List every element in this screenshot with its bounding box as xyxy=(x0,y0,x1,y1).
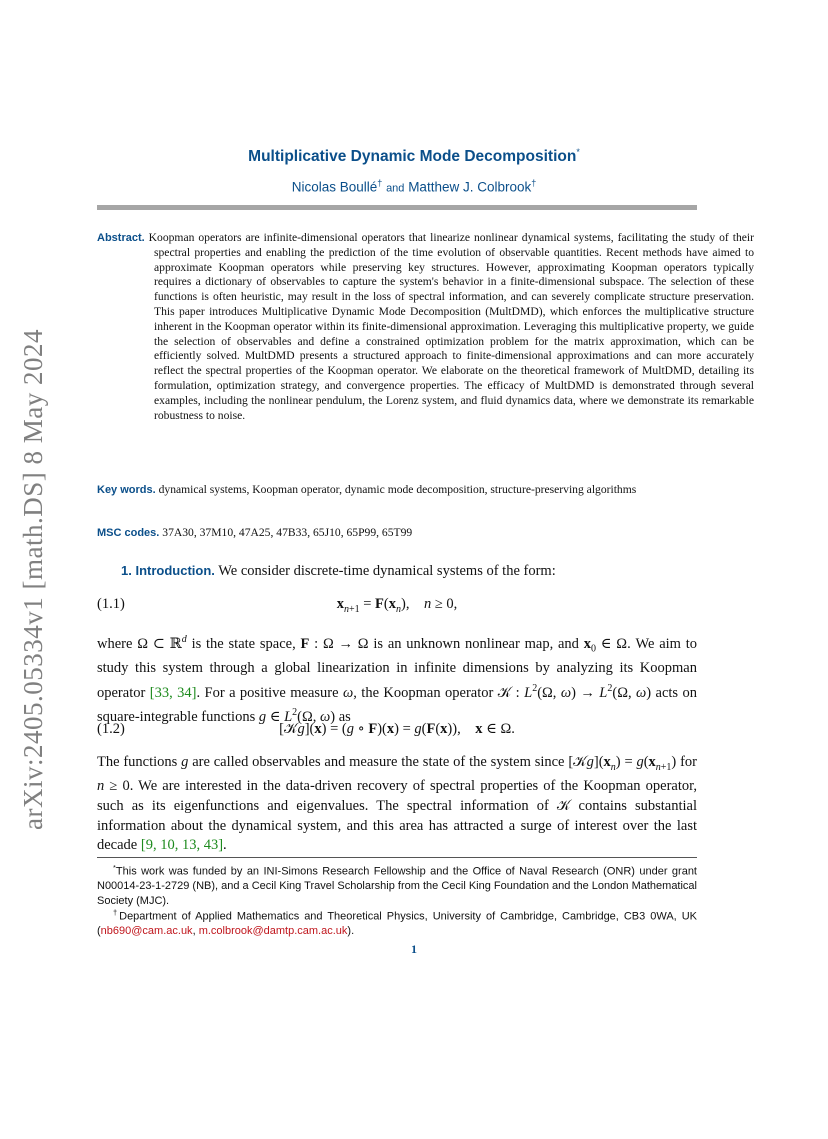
state-space-paragraph: where Ω ⊂ ℝ$^d$ is the state space, F : Ω → Ω is an unknown nonlinear map, and $x_0$ ∈ Ω. We aim to study this system through a global linearization in infinite dimensions by analyzing its Koopman operator [33, 34]. For a positive measure ω, the Koopman operator 𝒦 : $L^2(\Omega$, $\omega) \to L^2(\Omega$, ω) acts on square-integrable functions g ∈ $L^2(\Omega$, ω) as xyxy=(97,634,698,726)
text-run: is the state space, xyxy=(191,635,296,652)
text-run: . For a positive measure xyxy=(196,684,339,701)
equation-number: (1.2) xyxy=(97,721,125,737)
footnote-divider xyxy=(97,857,697,858)
text-run: ). xyxy=(347,925,355,938)
text-run: are called observables and measure the state of the system since xyxy=(192,754,565,770)
author-name: Matthew J. Colbrook xyxy=(408,179,532,195)
msc-label: MSC codes. xyxy=(97,527,160,539)
author-name: Nicolas Boullé xyxy=(291,179,378,195)
footnote-mark: * xyxy=(113,863,116,872)
abstract-text: Koopman operators are infinite-dimensional operators that linearize nonlinear dynamical systems, facilitating the study of their spectral properties and enabling the prediction of the time evolution of observable quantities. Recent methods have aimed to approximate Koopman operators while preserving key structures. However, approximating Koopman operators typically requires a dictionary of observables to capture the system's behavior in a finite-dimensional subspace. The selection of these functions is often heuristic, may result in the loss of spectral information, and can severely complicate structure preservation. This paper introduces Multiplicative Dynamic Mode Decomposition (MultDMD), which enforces the multiplicative structure inherent in the Koopman operator within its finite-dimensional approximation. Leveraging this multiplicative property, we guide the selection of observables and define a constrained optimization problem for the matrix approximation, which can be efficiently solved. MultDMD presents a structured approach to finite-dimensional approximations and can more accurately reflect the spectral properties of the Koopman operator. We elaborate on the theoretical framework of MultDMD, detailing its formulation, optimization strategy, and convergence properties. The efficacy of MultDMD is demonstrated through several examples, including the nonlinear pendulum, the Lorenz system, and fluid dynamics data, where we demonstrate its remarkable robustness to noise. xyxy=(148,231,754,422)
keywords-label: Key words. xyxy=(97,484,156,496)
author-line xyxy=(0,178,828,195)
title-footnote-mark: * xyxy=(576,147,580,157)
text-run: acts on square-integrable functions xyxy=(97,684,697,726)
msc-text: 37A30, 37M10, 47A25, 47B33, 65J10, 65P99, 65T99 xyxy=(162,526,413,539)
arxiv-identifier-stamp: arXiv:2405.05334v1 [math.DS] 8 May 2024 xyxy=(18,329,48,830)
title-divider xyxy=(97,205,697,210)
author-conjunction: and xyxy=(386,182,405,195)
text-run: for xyxy=(680,754,697,770)
msc-codes xyxy=(97,526,697,541)
text-run: contains substantial information about the dynamical system, and this area has attracted a surge of interest over the last decade xyxy=(97,798,697,854)
keywords-text: dynamical systems, Koopman operator, dynamic mode decomposition, structure-preserving algorithms xyxy=(158,483,637,496)
title-text: Multiplicative Dynamic Mode Decomposition xyxy=(248,148,577,166)
equation-1-2 xyxy=(97,721,697,741)
equation-body: [𝒦g](x) = (g ∘ F)(x) = g(F(x)), x ∈ Ω. xyxy=(279,721,515,737)
abstract xyxy=(97,231,754,423)
text-run: , xyxy=(192,925,199,938)
text-run: The functions xyxy=(97,754,178,770)
email-link[interactable]: m.colbrook@damtp.cam.ac.uk xyxy=(198,925,348,938)
equation-body: $x_{n+1} = F(x_n)$, n ≥ 0, xyxy=(336,596,458,615)
footnote-mark: † xyxy=(113,908,120,917)
text-run: . xyxy=(223,837,227,854)
equation-number: (1.1) xyxy=(97,596,125,612)
citation-link[interactable]: [9, 10, 13, 43] xyxy=(140,837,224,854)
footnote-text: Department of Applied Mathematics and Theoretical Physics, University of Cambridge, Cambridge, CB3 0WA, UK ( xyxy=(97,910,698,938)
paper-title xyxy=(0,147,828,166)
email-link[interactable]: nb690@cam.ac.uk xyxy=(100,925,193,938)
text-run: is an unknown nonlinear map, and xyxy=(373,635,579,652)
observables-paragraph: The functions g are called observables and measure the state of the system since $[𝒦g](x_n) = g(x_{n+1})$ for n ≥ 0. We are interested in the data-driven recovery of spectral properties of the Koopman operator, such as its eigenfunctions and eigenvalues. The spectral information of 𝒦 contains substantial information about the dynamical system, and this area has attracted a surge of interest over the last decade [9, 10, 13, 43]. xyxy=(97,754,697,854)
intro-lead: We consider discrete-time dynamical systems of the form: xyxy=(218,563,556,579)
text-run: . We aim to study this system through a global linearization in infinite dimensions by analyzing its Koopman operator xyxy=(97,635,698,701)
section-heading: 1. Introduction. xyxy=(121,563,215,578)
text-run: where xyxy=(97,635,133,652)
abstract-label: Abstract. xyxy=(97,232,145,244)
equation-1-1 xyxy=(97,596,697,616)
text-run: , the Koopman operator xyxy=(353,684,494,701)
page-number: 1 xyxy=(411,942,417,956)
footnote-funding xyxy=(97,861,697,908)
text-run: as xyxy=(338,709,351,726)
citation-link[interactable]: [33, 34] xyxy=(149,684,197,701)
footnote-text: This work was funded by an INI-Simons Research Fellowship and the Office of Naval Research (ONR) under grant N00014-23-1-2729 (NB), and a Cecil King Travel Scholarship from the Cecil King Foundation and the London Mathematical Society (MJC). xyxy=(97,865,697,907)
introduction-paragraph xyxy=(97,561,697,582)
author-footnote-mark: † xyxy=(531,178,537,188)
keywords xyxy=(97,483,697,498)
author-footnote-mark: † xyxy=(377,178,383,188)
text-run: . We are interested in the data-driven recovery of spectral properties of the Koopman operator, such as its eigenfunctions and eigenvalues. The spectral information of xyxy=(97,778,697,815)
footnote-affiliation xyxy=(97,906,697,939)
